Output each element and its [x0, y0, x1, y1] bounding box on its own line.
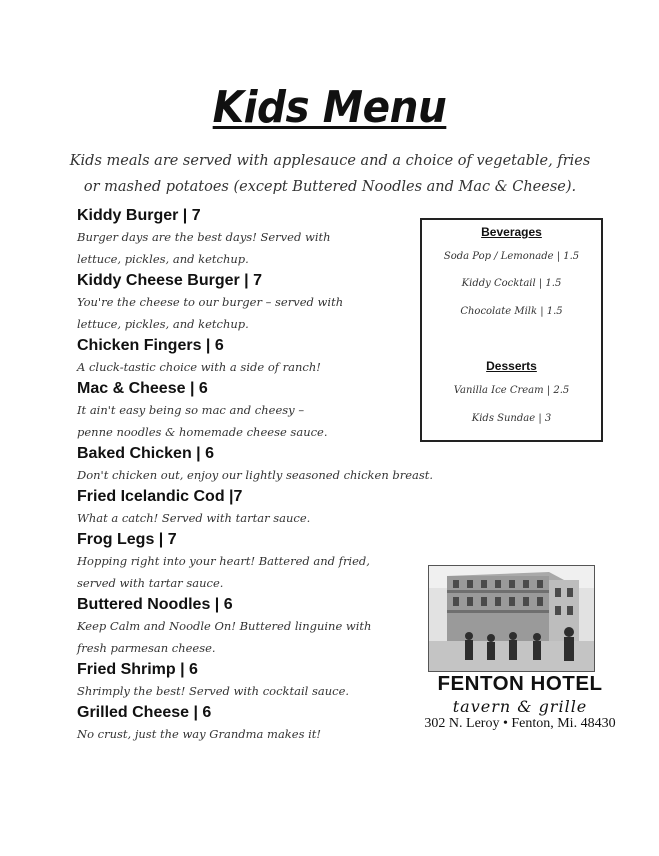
menu-item-desc-line: Burger days are the best days! Served with [77, 230, 331, 244]
menu-title: Kids Menu [212, 82, 447, 133]
menu-item-name: Kiddy Cheese Burger | 7 [77, 272, 262, 289]
beverage-item: Chocolate Milk | 1.5 [460, 306, 563, 317]
dessert-item: Kids Sundae | 3 [471, 413, 552, 424]
menu-item-name: Mac & Cheese | 6 [77, 380, 208, 397]
menu-item-name: Chicken Fingers | 6 [77, 337, 224, 354]
hotel-address: 302 N. Leroy • Fenton, Mi. 48430 [424, 716, 616, 731]
menu-item-desc-line: penne noodles & homemade cheese sauce. [77, 425, 328, 439]
beverage-item: Kiddy Cocktail | 1.5 [461, 278, 562, 289]
menu-item-description [77, 507, 497, 529]
menu-item-name: Kiddy Burger | 7 [77, 207, 201, 224]
menu-item-desc-line: It ain't easy being so mac and cheesy – [77, 403, 305, 417]
desserts-heading: Desserts [486, 359, 537, 373]
beverage-item: Soda Pop / Lemonade | 1.5 [443, 251, 580, 262]
menu-item-name: Baked Chicken | 6 [77, 445, 214, 462]
menu-item-desc-line: No crust, just the way Grandma makes it! [77, 727, 322, 741]
menu-item-desc-line: A cluck-tastic choice with a side of ranch! [77, 360, 321, 374]
menu-item-name: Fried Shrimp | 6 [77, 661, 198, 678]
intro-line-2: or mashed potatoes (except Buttered Noodles and Mac & Cheese). [83, 179, 577, 195]
menu-item [77, 486, 497, 529]
menu-item-name: Frog Legs | 7 [77, 531, 177, 548]
menu-item-desc-line: Don't chicken out, enjoy our lightly seasoned chicken breast. [77, 468, 434, 482]
dessert-item: Vanilla Ice Cream | 2.5 [453, 385, 570, 396]
menu-item-desc-line: What a catch! Served with tartar sauce. [77, 511, 311, 525]
menu-item-description [77, 464, 497, 486]
menu-item-name: Grilled Cheese | 6 [77, 704, 212, 721]
hotel-subtitle: tavern & grille [452, 697, 588, 716]
menu-item-desc-line: fresh parmesan cheese. [77, 641, 216, 655]
menu-item-desc-line: lettuce, pickles, and ketchup. [77, 317, 249, 331]
menu-item-desc-line: Shrimply the best! Served with cocktail sauce. [77, 684, 350, 698]
menu-item-name: Fried Icelandic Cod |7 [77, 488, 243, 505]
hotel-photo [428, 565, 595, 672]
beverages-heading: Beverages [481, 225, 542, 239]
hotel-building-illustration [429, 566, 594, 671]
menu-item [77, 443, 497, 486]
menu-item-desc-line: Keep Calm and Noodle On! Buttered linguine with [77, 619, 372, 633]
menu-item-desc-line: Hopping right into your heart! Battered and fried, [77, 554, 370, 568]
menu-item-desc-line: You're the cheese to our burger – served with [77, 295, 344, 309]
menu-item-desc-line: lettuce, pickles, and ketchup. [77, 252, 249, 266]
menu-item-desc-line: served with tartar sauce. [77, 576, 224, 590]
hotel-name: FENTON HOTEL [437, 672, 603, 695]
menu-intro [60, 148, 600, 200]
beverages-desserts-box [420, 218, 603, 442]
menu-item-name: Buttered Noodles | 6 [77, 596, 233, 613]
intro-line-1: Kids meals are served with applesauce and a choice of vegetable, fries [69, 153, 591, 169]
